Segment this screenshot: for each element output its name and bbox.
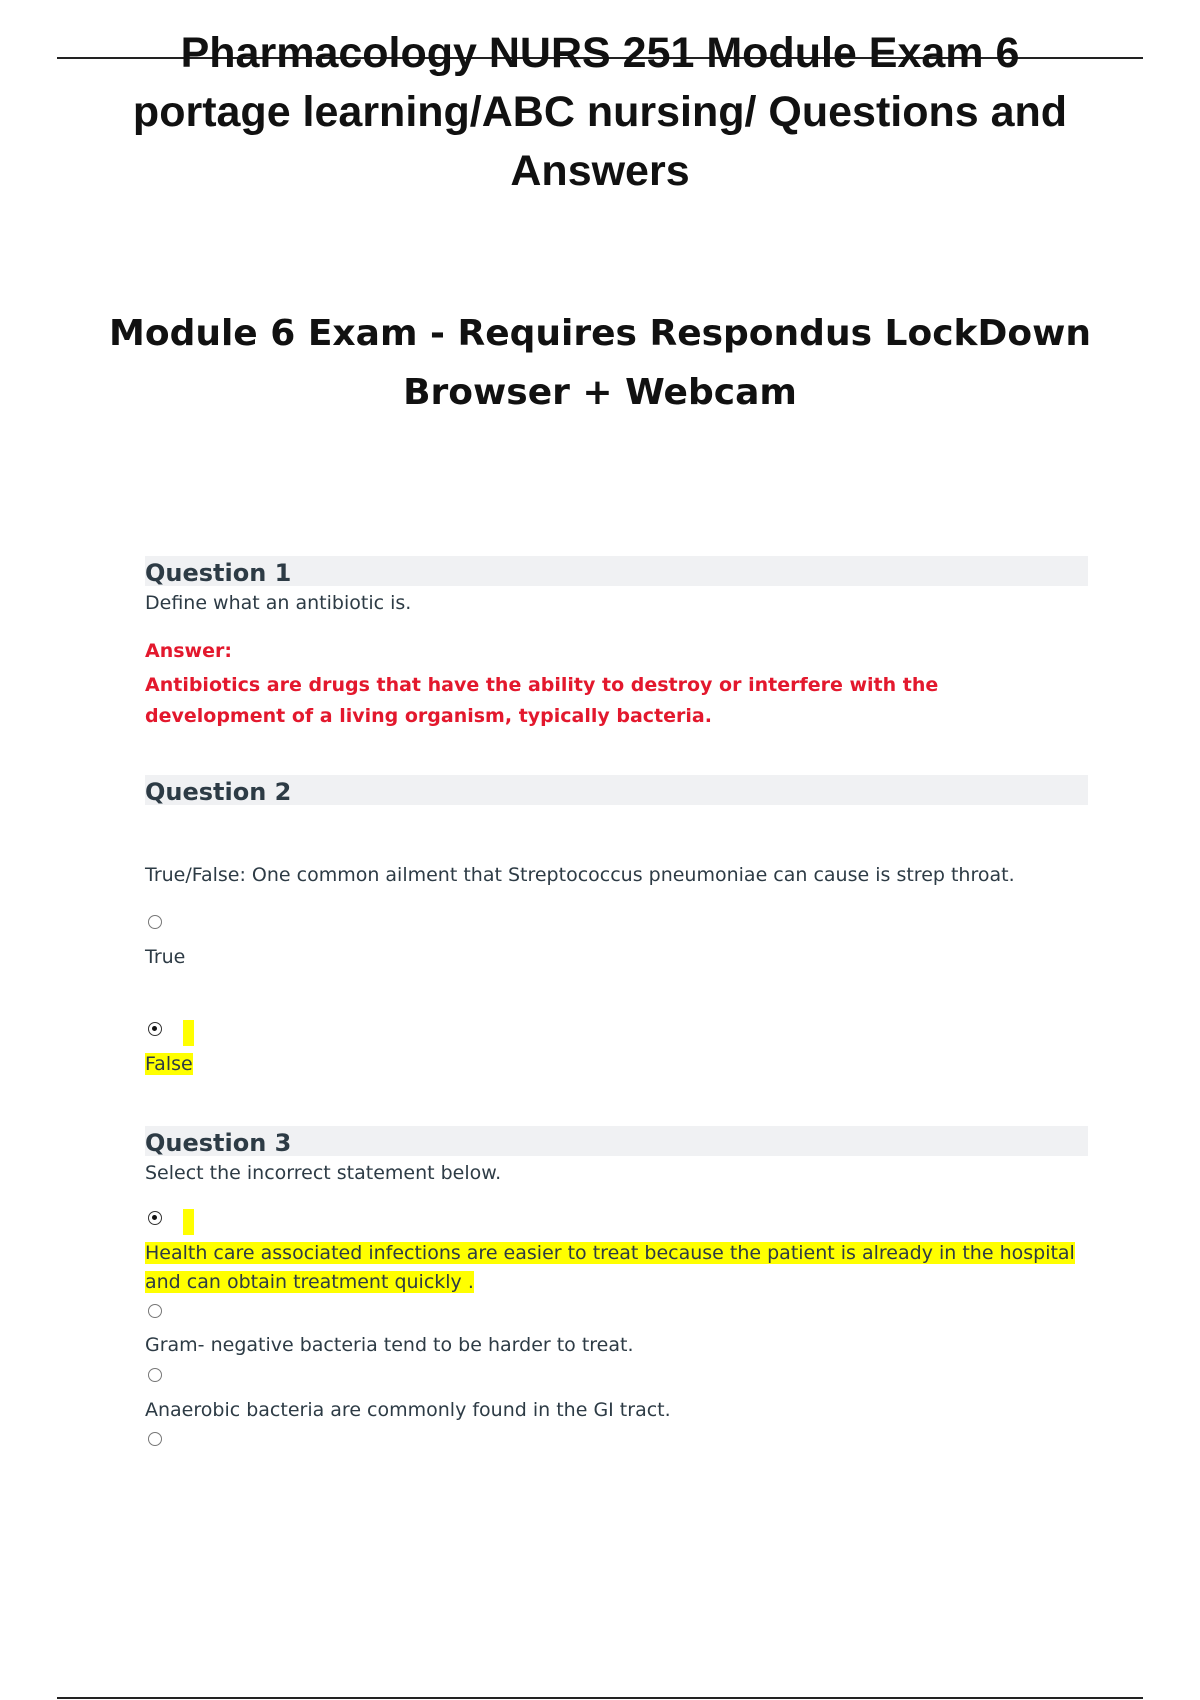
highlight-marker xyxy=(183,1209,194,1235)
option-1-label: Health care associated infections are easier to treat because the patient is already in the hospital and can obtain treatment quickly . xyxy=(145,1242,1075,1293)
radio-true[interactable] xyxy=(148,915,162,929)
radio-false-selected[interactable] xyxy=(148,1022,162,1036)
exam-title: Module 6 Exam - Requires Respondus LockDown Browser + Webcam xyxy=(109,313,1091,413)
radio-option-1-selected[interactable] xyxy=(148,1211,162,1225)
question-1-prompt: Define what an antibiotic is. xyxy=(145,592,412,614)
option-2-label: Gram- negative bacteria tend to be harder to treat. xyxy=(145,1334,634,1356)
radio-option-3[interactable] xyxy=(148,1368,162,1382)
question-2-prompt: True/False: One common ailment that Streptococcus pneumoniae can cause is strep throat. xyxy=(145,864,1015,886)
question-1-title: Question 1 xyxy=(145,559,292,587)
highlight-marker xyxy=(183,1020,194,1046)
radio-option-4[interactable] xyxy=(148,1432,162,1446)
answer-label: Answer: xyxy=(145,640,232,662)
question-3-prompt: Select the incorrect statement below. xyxy=(145,1162,502,1184)
document-title: Pharmacology NURS 251 Module Exam 6 portage learning/ABC nursing/ Questions and Answers xyxy=(132,29,1068,195)
option-true-label: True xyxy=(145,946,186,968)
question-2-title: Question 2 xyxy=(145,778,292,806)
option-false-label: False xyxy=(145,1053,193,1075)
option-3-label: Anaerobic bacteria are commonly found in the GI tract. xyxy=(145,1399,671,1421)
question-3-title: Question 3 xyxy=(145,1129,292,1157)
answer-text: Antibiotics are drugs that have the ability to destroy or interfere with the development of a living organism, typically bacteria. xyxy=(145,674,939,727)
radio-option-2[interactable] xyxy=(148,1304,162,1318)
bottom-rule xyxy=(57,1697,1143,1699)
